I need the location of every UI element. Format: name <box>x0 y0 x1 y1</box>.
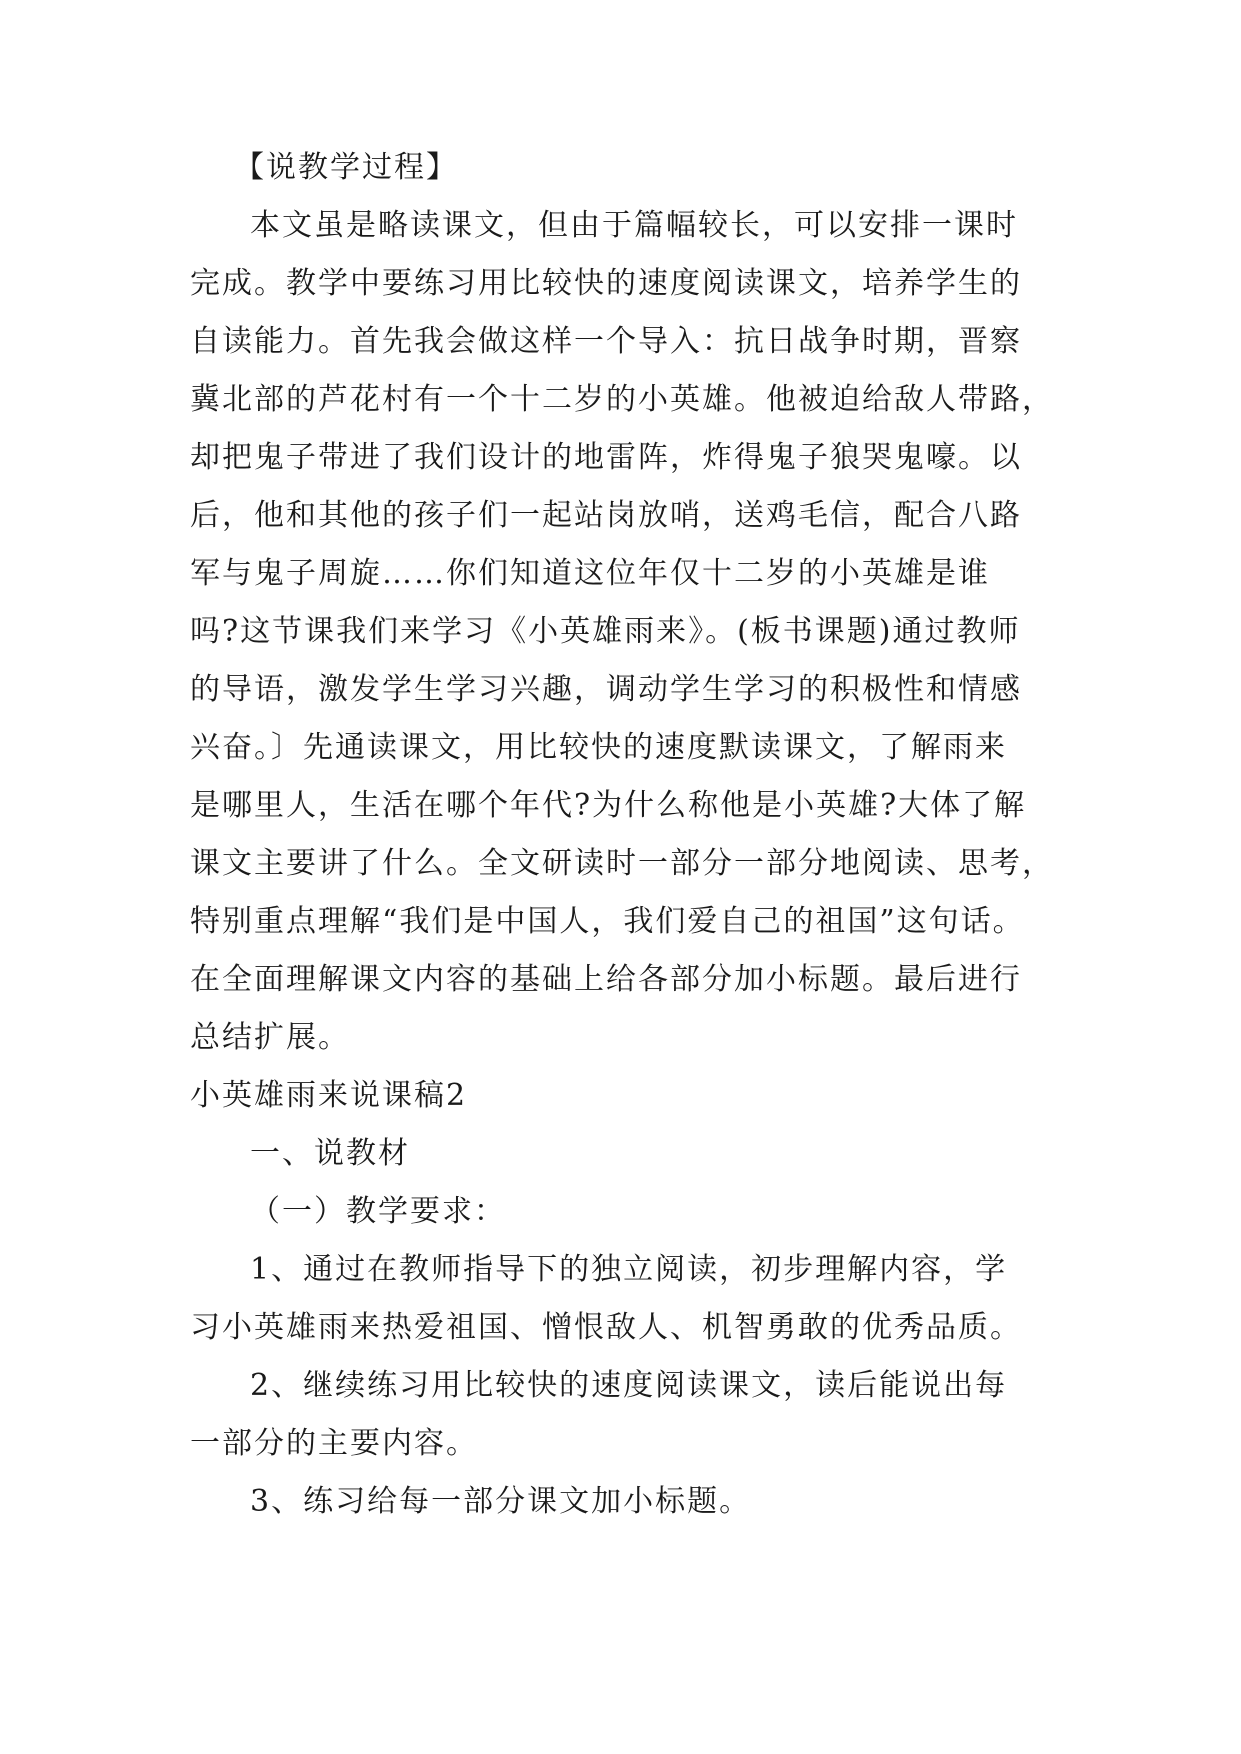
paragraph-line: 军与鬼子周旋……你们知道这位年仅十二岁的小英雄是谁 <box>190 556 990 591</box>
sub-heading: （一）教学要求： <box>250 1194 506 1229</box>
paragraph-line: 是哪里人，生活在哪个年代?为什么称他是小英雄?大体了解 <box>190 788 1027 823</box>
paragraph-line: 兴奋。〕先通读课文，用比较快的速度默读课文，了解雨来 <box>190 730 1007 765</box>
paragraph-line: 完成。教学中要练习用比较快的速度阅读课文，培养学生的 <box>190 266 1022 301</box>
paragraph-line: 总结扩展。 <box>190 1020 350 1055</box>
requirement-line: 1、通过在教师指导下的独立阅读，初步理解内容，学 <box>250 1252 1008 1287</box>
paragraph-line: 却把鬼子带进了我们设计的地雷阵，炸得鬼子狼哭鬼嚎。以 <box>190 440 1022 475</box>
paragraph-line: 在全面理解课文内容的基础上给各部分加小标题。最后进行 <box>190 962 1022 997</box>
paragraph-line: 自读能力。首先我会做这样一个导入：抗日战争时期，晋察 <box>190 324 1022 359</box>
paragraph-line: 特别重点理解“我们是中国人，我们爱自己的祖国”这句话。 <box>190 904 1025 939</box>
paragraph-line: 冀北部的芦花村有一个十二岁的小英雄。他被迫给敌人带路， <box>190 382 1054 417</box>
document-title: 小英雄雨来说课稿2 <box>190 1078 468 1113</box>
document-body <box>190 139 1054 1531</box>
requirement-line: 3、练习给每一部分课文加小标题。 <box>250 1484 752 1519</box>
paragraph-line: 的导语，激发学生学习兴趣，调动学生学习的积极性和情感 <box>190 672 1022 707</box>
paragraph-line: 本文虽是略读课文，但由于篇幅较长，可以安排一课时 <box>250 208 1018 243</box>
requirement-line: 2、继续练习用比较快的速度阅读课文，读后能说出每 <box>250 1368 1008 1403</box>
requirement-line: 习小英雄雨来热爱祖国、憎恨敌人、机智勇敢的优秀品质。 <box>190 1310 1022 1345</box>
paragraph-line: 后，他和其他的孩子们一起站岗放哨，送鸡毛信，配合八路 <box>190 498 1022 533</box>
section-heading: 【说教学过程】 <box>234 150 458 185</box>
paragraph-line: 吗?这节课我们来学习《小英雄雨来》。(板书课题)通过教师 <box>190 614 1021 649</box>
part-heading: 一、说教材 <box>250 1136 410 1171</box>
requirement-line: 一部分的主要内容。 <box>190 1426 478 1461</box>
paragraph-line: 课文主要讲了什么。全文研读时一部分一部分地阅读、思考， <box>190 846 1054 881</box>
